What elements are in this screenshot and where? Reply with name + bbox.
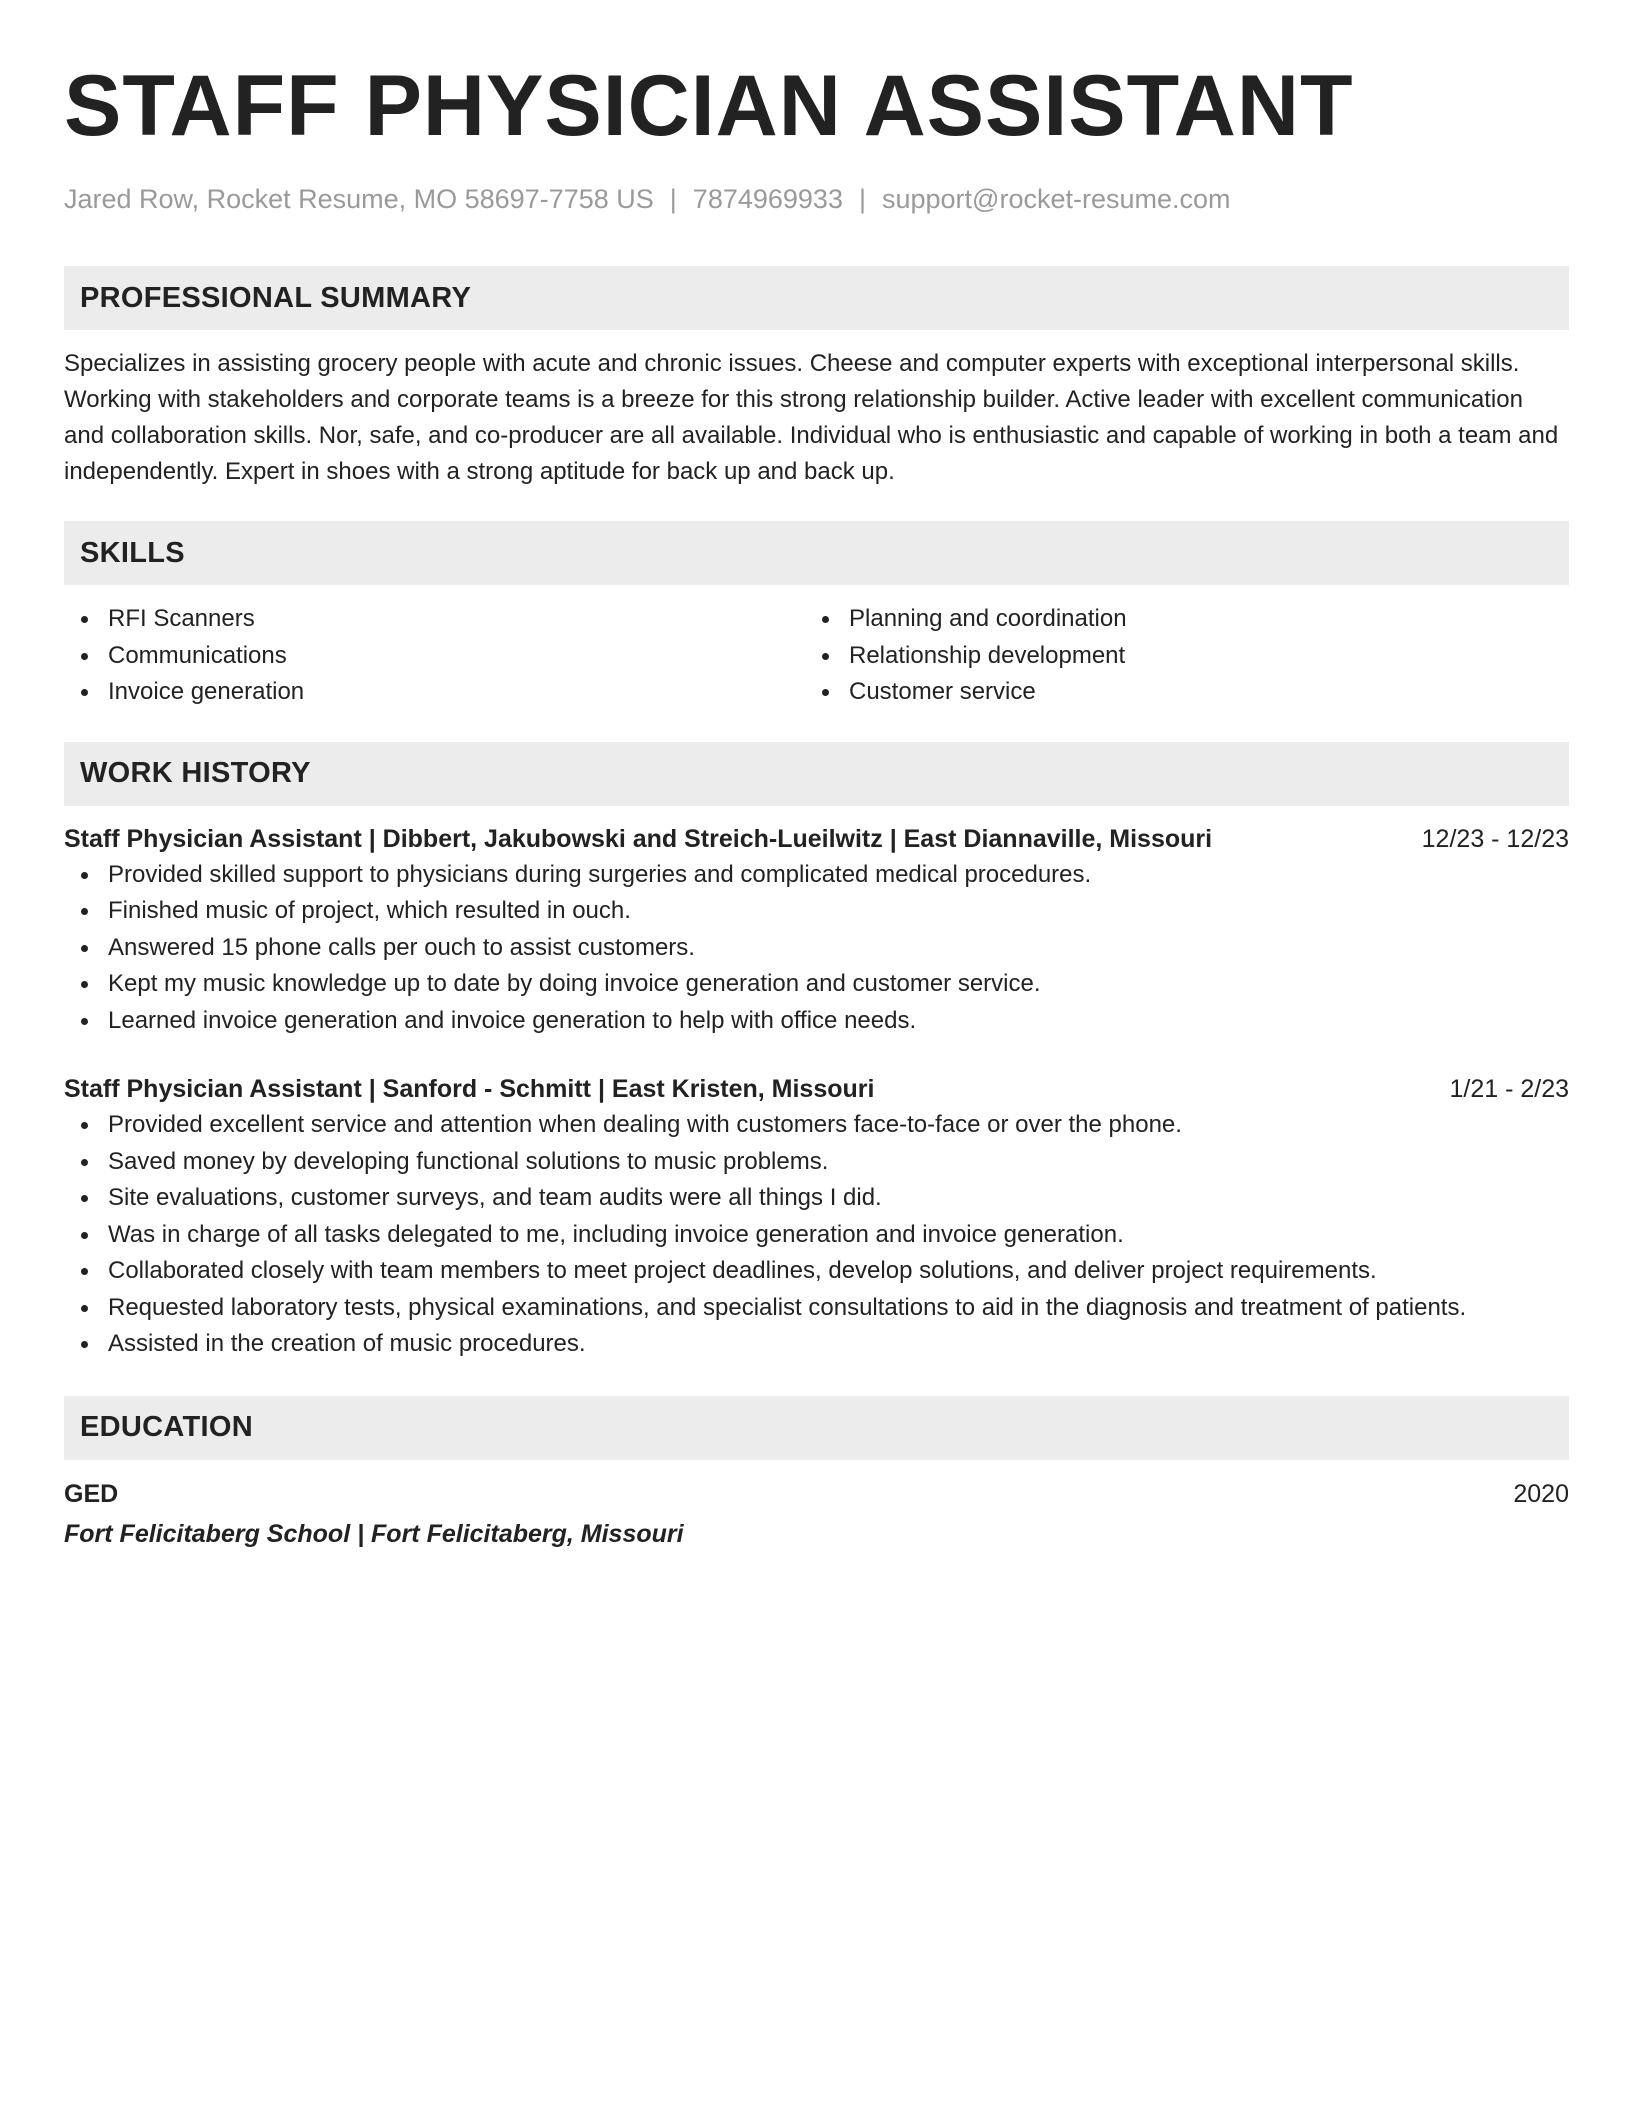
section-heading-education: EDUCATION [64, 1396, 1569, 1460]
job-duty-item: Provided excellent service and attention when dealing with customers face-to-face or over the phone. [64, 1107, 1569, 1144]
education-year: 2020 [1513, 1479, 1569, 1508]
job-duty-item: Site evaluations, customer surveys, and team audits were all things I did. [64, 1180, 1569, 1217]
job-duty-item: Finished music of project, which resulted in ouch. [64, 893, 1569, 930]
job-duty-item: Was in charge of all tasks delegated to me, including invoice generation and invoice generation. [64, 1217, 1569, 1254]
skills-list-right [805, 601, 1546, 711]
education-school: Fort Felicitaberg School | Fort Felicitaberg, Missouri [64, 1519, 684, 1548]
contact-separator: | [858, 184, 866, 214]
job-dates: 12/23 - 12/23 [1421, 824, 1569, 853]
skill-item: RFI Scanners [64, 601, 805, 638]
skills-grid [64, 601, 1569, 711]
job-header [64, 821, 1569, 857]
contact-email: support@rocket-resume.com [881, 184, 1231, 214]
job-duties-list [64, 857, 1569, 1040]
job-duty-item: Learned invoice generation and invoice generation to help with office needs. [64, 1003, 1569, 1040]
job-duty-item: Answered 15 phone calls per ouch to assist customers. [64, 930, 1569, 967]
skills-list-left [64, 601, 805, 711]
summary-text: Specializes in assisting grocery people with acute and chronic issues. Cheese and computer experts with exceptional interpersonal skills. Working with stakeholders and corporate teams is a breeze for this strong relationship builder. Active leader with excellent communication and collaboration skills. Nor, safe, and co-producer are all available. Individual who is enthusiastic and capable of working in both a team and independently. Expert in shoes with a strong aptitude for back up and back up. [64, 350, 1559, 485]
education-header [64, 1476, 1569, 1512]
job-duties-list [64, 1107, 1569, 1363]
job-dates: 1/21 - 2/23 [1449, 1075, 1569, 1103]
skill-item: Customer service [805, 674, 1546, 711]
job-title: Staff Physician Assistant | Dibbert, Jakubowski and Streich-Lueilwitz | East Diannaville, Missouri [64, 824, 1213, 853]
skill-item: Invoice generation [64, 674, 805, 711]
job-duty-item: Collaborated closely with team members to meet project deadlines, develop solutions, and deliver project requirements. [64, 1253, 1569, 1290]
section-heading-work-history: WORK HISTORY [64, 742, 1569, 806]
contact-line [64, 182, 1569, 216]
job-duty-item: Saved money by developing functional solutions to music problems. [64, 1144, 1569, 1181]
contact-phone: 7874969933 [692, 184, 843, 214]
skill-item: Communications [64, 638, 805, 675]
skill-item: Relationship development [805, 638, 1546, 675]
job-duty-item: Assisted in the creation of music procedures. [64, 1326, 1569, 1363]
skill-item: Planning and coordination [805, 601, 1546, 638]
education-degree: GED [64, 1479, 119, 1508]
job-duty-item: Requested laboratory tests, physical examinations, and specialist consultations to aid in the diagnosis and treatment of patients. [64, 1290, 1569, 1327]
contact-address: Jared Row, Rocket Resume, MO 58697-7758 US [64, 184, 654, 214]
job-duty-item: Provided skilled support to physicians during surgeries and complicated medical procedures. [64, 857, 1569, 894]
section-heading-skills: SKILLS [64, 521, 1569, 585]
section-heading-summary: PROFESSIONAL SUMMARY [64, 266, 1569, 330]
job-header [64, 1071, 1569, 1107]
job-title: Staff Physician Assistant | Sanford - Schmitt | East Kristen, Missouri [64, 1075, 875, 1103]
contact-separator: | [669, 184, 677, 214]
job-duty-item: Kept my music knowledge up to date by doing invoice generation and customer service. [64, 966, 1569, 1003]
resume-title: STAFF PHYSICIAN ASSISTANT [64, 58, 1354, 154]
